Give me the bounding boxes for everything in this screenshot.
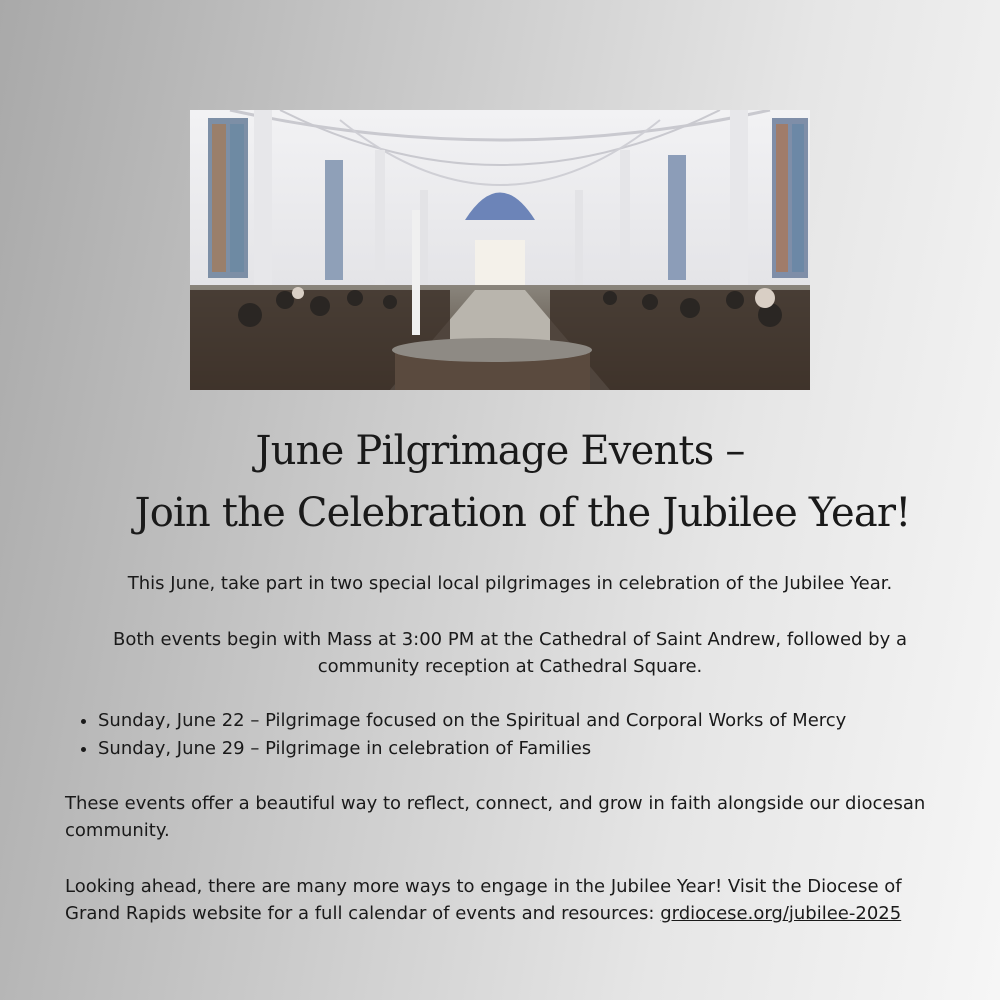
mass-info-line-2: community reception at Cathedral Square. <box>317 656 703 677</box>
looking-ahead-text: Looking ahead, there are many more ways to engage in the Jubilee Year! Visit the Diocese of Grand Rapids website for a full calendar of events and resources: <box>65 876 902 924</box>
title-line-1: June Pilgrimage Events – <box>255 428 745 474</box>
event-item-june-29: • Sunday, June 29 – Pilgrimage in celebration of Families <box>98 735 978 763</box>
intro-paragraph: This June, take part in two special local pilgrimages in celebration of the Jubilee Year. <box>127 573 893 594</box>
mass-info-line-1: Both events begin with Mass at 3:00 PM at the Cathedral of Saint Andrew, followed by a <box>112 629 907 650</box>
event-item-june-22: • Sunday, June 22 – Pilgrimage focused on the Spiritual and Corporal Works of Mercy <box>98 707 978 735</box>
cathedral-interior-icon <box>190 110 810 390</box>
cathedral-photo <box>190 110 810 390</box>
events-list <box>60 707 978 763</box>
page-title <box>0 420 1000 544</box>
looking-ahead-paragraph <box>65 873 955 927</box>
mass-info-paragraph <box>60 626 960 680</box>
reflect-paragraph: These events offer a beautiful way to reflect, connect, and grow in faith alongside our diocesan community. <box>65 793 926 841</box>
title-line-2: Join the Celebration of the Jubilee Year! <box>134 490 911 536</box>
jubilee-website-link[interactable]: grdiocese.org/jubilee-2025 <box>660 903 902 924</box>
